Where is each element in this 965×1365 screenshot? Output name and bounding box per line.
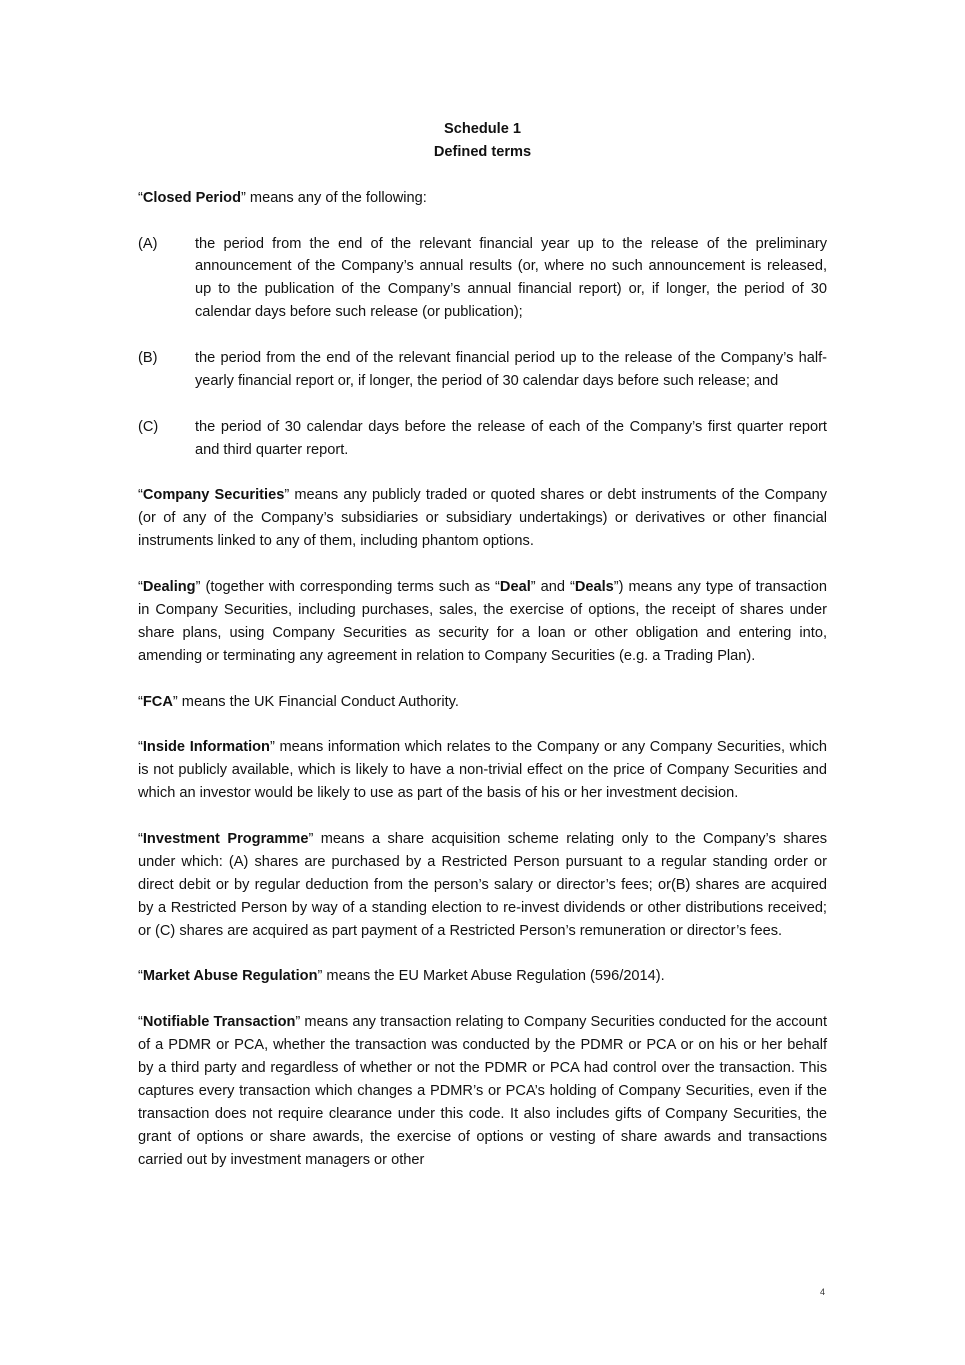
definition-closed-period (138, 187, 827, 210)
open-quote: “ (138, 189, 143, 206)
open-quote: “ (138, 1014, 143, 1031)
page-number: 4 (819, 1287, 825, 1297)
open-quote: “ (138, 739, 143, 756)
defined-term: Inside Information (142, 739, 270, 756)
definition-notifiable-transaction (138, 1011, 827, 1171)
defined-term: Notifiable Transaction (142, 1014, 296, 1031)
definition-text: ” means any publicly traded or quoted shares or debt instruments of the Company (or of any of the Company’s subsidiaries or subsidiary undertakings) or derivatives or other financial instruments linked to any of them, including phantom options. (138, 487, 827, 550)
list-item (138, 416, 827, 462)
definition-market-abuse-regulation (138, 965, 827, 988)
definition-text: ” means any transaction relating to Company Securities conducted for the account of a PDMR or PCA, whether the transaction was conducted by the PDMR or PCA or on his or her behalf by a third party and regardless of whether or not the PDMR or PCA had control over the transaction. This captures every transaction which changes a PDMR’s or PCA’s holding of Company Securities, even if the transaction does not require clearance under this code. It also includes gifts of Company Securities, the grant of options or share awards, the exercise of options or vesting of share awards and transactions carried out by investment managers or other (138, 1014, 827, 1168)
list-item (138, 347, 827, 393)
definition-inside-information (138, 736, 827, 805)
defined-term: Deals (574, 579, 614, 596)
list-item-marker: (C) (138, 418, 159, 435)
defined-term: Market Abuse Regulation (142, 968, 318, 985)
page-content (138, 118, 827, 1194)
definition-fca (138, 691, 827, 714)
definition-text: ” means the EU Market Abuse Regulation (596/2014). (317, 968, 665, 985)
defined-term: Investment Programme (142, 830, 309, 847)
list-item-text: the period from the end of the relevant financial year up to the release of the preliminary announcement of the Company’s annual results (or, where no such announcement is released, up to the publication of the Company’s annual financial report) or, if longer, the period of 30 calendar days before such release (or publication); (195, 235, 827, 321)
list-item-marker: (B) (138, 350, 158, 367)
schedule-title: Schedule 1 (443, 121, 522, 137)
defined-term: Dealing (142, 579, 196, 596)
open-quote: “ (138, 487, 143, 504)
definition-text: ” means any of the following: (241, 189, 427, 206)
closed-period-list (138, 233, 827, 462)
open-quote: “ (138, 830, 143, 847)
defined-term: FCA (142, 693, 173, 710)
defined-term: Closed Period (142, 189, 241, 206)
list-item-marker: (A) (138, 235, 158, 252)
schedule-heading (138, 118, 827, 164)
definition-investment-programme (138, 828, 827, 943)
definition-text: ” means information which relates to the Company or any Company Securities, which is not publicly available, which is likely to have a non-trivial effect on the price of Company Securities and which an investor would be likely to use as part of the basis of his or her investment decision. (138, 739, 827, 802)
definition-dealing (138, 576, 827, 668)
list-item-text: the period from the end of the relevant financial period up to the release of the Company’s half-yearly financial report or, if longer, the period of 30 calendar days before such release; and (195, 350, 827, 389)
list-item (138, 233, 827, 325)
defined-term: Deal (499, 579, 531, 596)
schedule-subtitle: Defined terms (433, 143, 532, 160)
definition-text: ” means a share acquisition scheme relating only to the Company’s shares under which: (A) shares are purchased by a Restricted Person pursuant to a regular standing order or direct debit or by regular deduction from the person’s salary or director’s fees; or(B) shares are acquired by a Restricted Person by way of a standing election to re-invest dividends or other distributions received; or (C) shares are acquired as part payment of a Restricted Person’s remuneration or director’s fees. (138, 830, 827, 939)
open-quote: “ (138, 693, 143, 710)
definition-text: ” means the UK Financial Conduct Authority. (172, 693, 459, 710)
open-quote: “ (138, 579, 143, 596)
defined-term: Company Securities (142, 487, 285, 504)
open-quote: “ (138, 968, 143, 985)
definition-text: ”) means any type of transaction in Company Securities, including purchases, sales, the exercise of options, the receipt of shares under share plans, using Company Securities as security for a loan or other obligation and entering into, amending or terminating any agreement in relation to Company Securities (e.g. a Trading Plan). (138, 579, 827, 664)
definition-text: ” (together with corresponding terms such as “ (195, 579, 500, 596)
definition-company-securities (138, 484, 827, 553)
list-item-text: the period of 30 calendar days before the release of each of the Company’s first quarter report and third quarter report. (195, 418, 827, 458)
definition-text: ” and “ (530, 579, 575, 596)
